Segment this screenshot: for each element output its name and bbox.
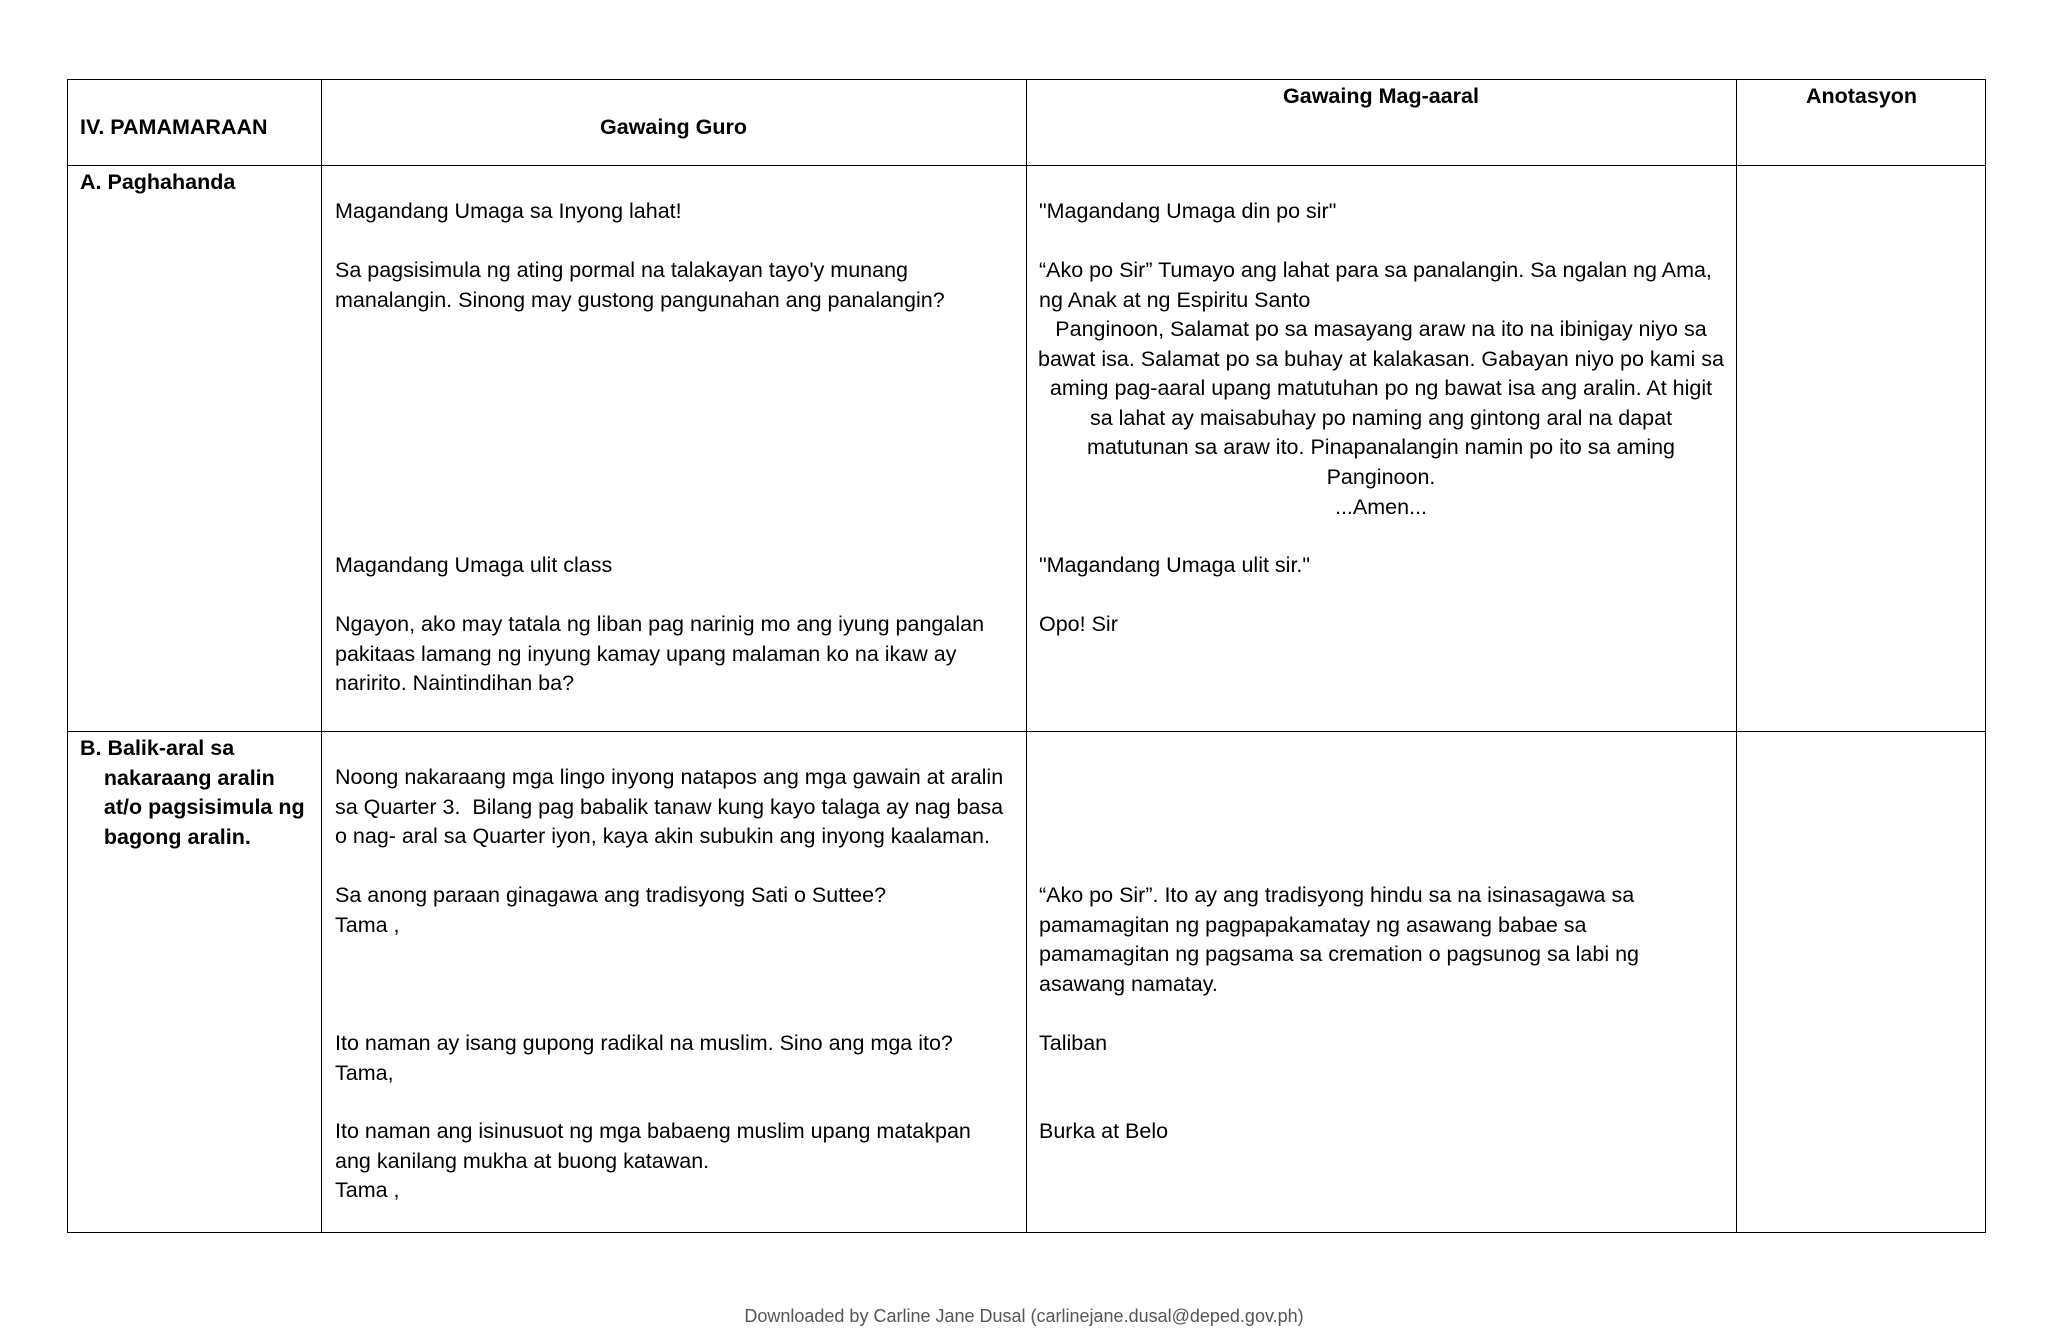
guro-a-attendance: Ngayon, ako may tatala ng liban pag narinig mo ang iyung pangalan pakitaas lamang ng inyung kamay upang malaman ko na ikaw ay naririto. Naintindihan ba? <box>335 612 985 696</box>
magaaral-b-answer-taliban: Taliban <box>1039 1031 1108 1055</box>
header-gawaing-guro: Gawaing Guro <box>600 115 747 139</box>
row-divider <box>68 731 1985 732</box>
guro-b-question-group: Ito naman ay isang gupong radikal na muslim. Sino ang mga ito? Tama, <box>335 1031 953 1085</box>
guro-b-question-sati: Sa anong paraan ginagawa ang tradisyong Sati o Suttee? Tama , <box>335 883 887 937</box>
magaaral-a-greeting-again: "Magandang Umaga ulit sir." <box>1039 553 1311 577</box>
header-anotasyon: Anotasyon <box>1805 84 1918 108</box>
column-divider <box>321 80 322 1232</box>
row-divider <box>68 165 1985 166</box>
guro-a-greeting: Magandang Umaga sa Inyong lahat! <box>335 199 682 223</box>
magaaral-a-prayer: Panginoon, Salamat po sa masayang araw na ito na ibinigay niyo sa bawat isa. Salamat po sa buhay at kalakasan. Gabayan niyo po kami sa aming pag-aaral upang matutuhan po ng bawat isa ang aralin. At higit sa lahat ay maisabuhay po naming ang gintong aral na dapat matutunan sa araw ito. Pinapanalangin namin po ito sa aming Panginoon. ...Amen... <box>1037 317 1725 519</box>
magaaral-a-greeting: "Magandang Umaga din po sir" <box>1039 199 1337 223</box>
guro-a-prayer-prompt: Sa pagsisimula ng ating pormal na talakayan tayo'y munang manalangin. Sinong may gustong pangunahan ang panalangin? <box>335 258 945 312</box>
magaaral-a-volunteer: “Ako po Sir” Tumayo ang lahat para sa panalangin. Sa ngalan ng Ama, ng Anak at ng Espiritu Santo <box>1039 258 1712 312</box>
guro-b-intro: Noong nakaraang mga lingo inyong natapos ang mga gawain at aralin sa Quarter 3. Bilang pag babalik tanaw kung kayo talaga ay nag basa o nag- aral sa Quarter iyon, kaya akin subukin ang inyong kaalaman. <box>335 765 1004 849</box>
download-footer: Downloaded by Carline Jane Dusal (carlinejane.dusal@deped.gov.ph) <box>744 1306 1304 1326</box>
lesson-plan-table <box>67 79 1986 1233</box>
guro-b-question-clothing: Ito naman ang isinusuot ng mga babaeng muslim upang matakpan ang kanilang mukha at buong katawan. Tama , <box>335 1119 971 1203</box>
section-a-label: A. Paghahanda <box>80 170 236 194</box>
header-pamamaraan: IV. PAMAMARAAN <box>80 115 268 139</box>
column-divider <box>1026 80 1027 1232</box>
header-gawaing-mag-aaral: Gawaing Mag-aaral <box>1283 84 1479 108</box>
guro-a-greeting-again: Magandang Umaga ulit class <box>335 553 613 577</box>
magaaral-b-answer-sati: “Ako po Sir”. Ito ay ang tradisyong hindu sa na isinasagawa sa pamamagitan ng pagpapakamatay ng asawang babae sa pamamagitan ng pagsama sa cremation o pagsunog sa labi ng asawang namatay. <box>1039 883 1639 996</box>
magaaral-a-response: Opo! Sir <box>1039 612 1118 636</box>
section-b-label: B. Balik-aral sa nakaraang aralin at/o pagsisimula ng bagong aralin. <box>80 736 305 849</box>
column-divider <box>1736 80 1737 1232</box>
magaaral-b-answer-burka: Burka at Belo <box>1039 1119 1169 1143</box>
